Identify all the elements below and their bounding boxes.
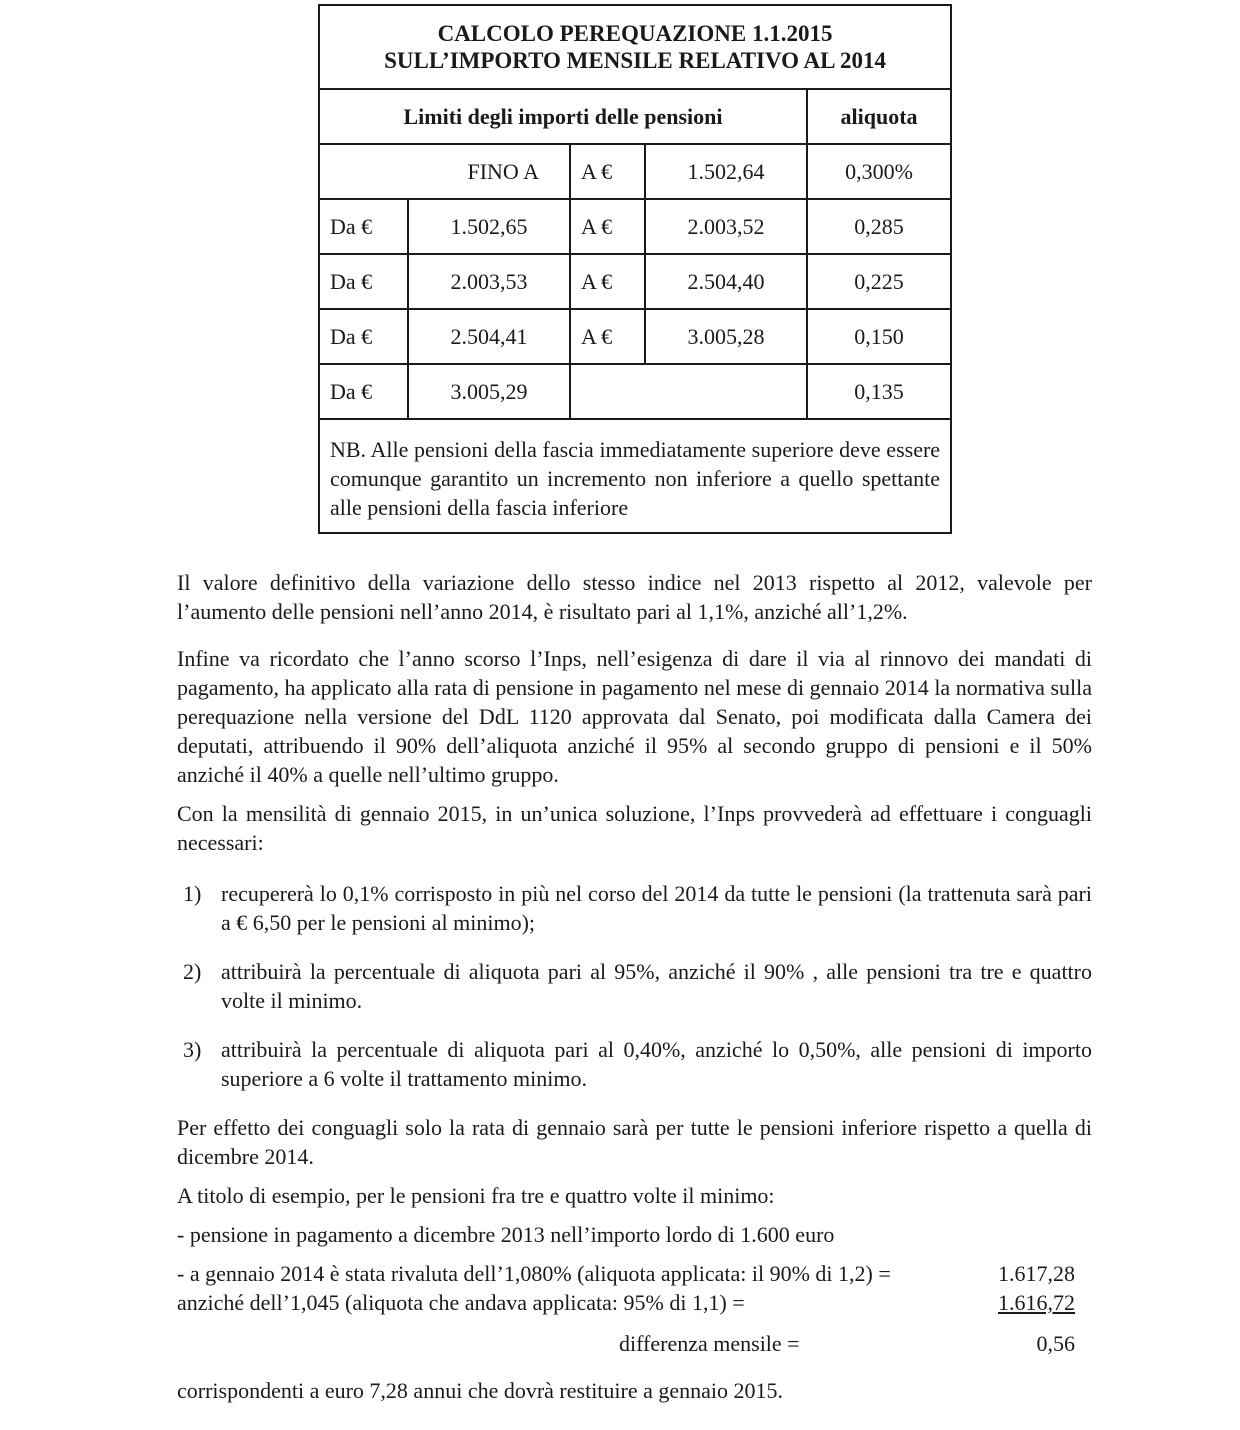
example-calc-row [177, 1288, 1075, 1317]
table-note: NB. Alle pensioni della fascia immediatamente superiore deve essere comunque garantito un incremento non inferiore a quello spettante alle pensioni della fascia inferiore [319, 419, 951, 533]
paragraph: Infine va ricordato che l’anno scorso l’Inps, nell’esigenza di dare il via al rinnovo dei mandati di pagamento, ha applicato alla rata di pensione in pagamento nel mese di gennaio 2014 la normativa sulla perequazione nella versione del DdL 1120 approvata dal Senato, poi modificata dalla Camera dei deputati, attribuendo il 90% dell’aliquota anziché il 95% al secondo gruppo di pensioni e il 50% anziché il 40% a quelle nell’ultimo gruppo. [177, 646, 1092, 787]
cell-from: 3.005,29 [408, 364, 570, 419]
difference-row [177, 1329, 1075, 1358]
cell-to-prefix: A € [570, 199, 645, 254]
cell-from: 2.504,41 [408, 309, 570, 364]
list-item-number: 1) [183, 881, 202, 906]
header-limits: Limiti degli importi delle pensioni [319, 89, 807, 144]
cell-to-prefix: A € [570, 309, 645, 364]
paragraph: A titolo di esempio, per le pensioni fra tre e quattro volte il minimo: [177, 1183, 775, 1208]
cell-from-prefix: Da € [319, 254, 408, 309]
cell-rate: 0,150 [807, 309, 951, 364]
difference-value: 0,56 [1036, 1331, 1075, 1356]
list-item [177, 879, 1092, 937]
cell-rate: 0,300% [807, 144, 951, 199]
table-title-line2: SULL’IMPORTO MENSILE RELATIVO AL 2014 [384, 48, 886, 73]
paragraph: Con la mensilità di gennaio 2015, in un’unica soluzione, l’Inps provvederà ad effettuare i conguagli necessari: [177, 801, 1092, 855]
calc-label: anziché dell’1,045 (aliquota che andava applicata: 95% di 1,1) = [177, 1290, 745, 1315]
list-item [177, 1035, 1092, 1093]
cell-to-prefix: A € [570, 144, 645, 199]
perequazione-table [318, 4, 952, 534]
cell-rate: 0,135 [807, 364, 951, 419]
cell-to-prefix: A € [570, 254, 645, 309]
cell-to: 2.504,40 [645, 254, 807, 309]
document-body [177, 568, 1092, 1415]
table-row [319, 254, 951, 309]
calc-value: 1.616,72 [998, 1290, 1075, 1315]
example-calc-row [177, 1259, 1075, 1288]
paragraph: Per effetto dei conguagli solo la rata di gennaio sarà per tutte le pensioni inferiore rispetto a quella di dicembre 2014. [177, 1115, 1092, 1169]
calc-label: - a gennaio 2014 è stata rivaluta dell’1,080% (aliquota applicata: il 90% di 1,2) = [177, 1261, 891, 1286]
cell-to: 2.003,52 [645, 199, 807, 254]
cell-from-prefix: Da € [319, 309, 408, 364]
cell-to: 3.005,28 [645, 309, 807, 364]
table-title [319, 5, 951, 89]
header-rate: aliquota [807, 89, 951, 144]
list-item [177, 957, 1092, 1015]
cell-empty [570, 364, 807, 419]
table-row [319, 199, 951, 254]
example-line: - pensione in pagamento a dicembre 2013 nell’importo lordo di 1.600 euro [177, 1222, 835, 1247]
list-item-number: 3) [183, 1037, 202, 1062]
table-row [319, 144, 951, 199]
list-item-text: recupererà lo 0,1% corrisposto in più nel corso del 2014 da tutte le pensioni (la trattenuta sarà pari a € 6,50 per le pensioni al minimo); [221, 881, 1092, 935]
list-item-text: attribuirà la percentuale di aliquota pari al 0,40%, anziché lo 0,50%, alle pensioni di importo superiore a 6 volte il trattamento minimo. [221, 1037, 1092, 1091]
table-row [319, 364, 951, 419]
cell-from: 1.502,65 [408, 199, 570, 254]
cell-from: 2.003,53 [408, 254, 570, 309]
table-row [319, 309, 951, 364]
cell-to: 1.502,64 [645, 144, 807, 199]
cell-from-prefix: Da € [319, 199, 408, 254]
cell-rate: 0,285 [807, 199, 951, 254]
cell-rate: 0,225 [807, 254, 951, 309]
list-item-text: attribuirà la percentuale di aliquota pari al 95%, anziché il 90% , alle pensioni tra tre e quattro volte il minimo. [221, 959, 1092, 1013]
closing-line: corrispondenti a euro 7,28 annui che dovrà restituire a gennaio 2015. [177, 1378, 784, 1403]
paragraph: Il valore definitivo della variazione dello stesso indice nel 2013 rispetto al 2012, valevole per l’aumento delle pensioni nell’anno 2014, è risultato pari al 1,1%, anziché all’1,2%. [177, 570, 1092, 624]
table-title-line1: CALCOLO PEREQUAZIONE 1.1.2015 [437, 21, 833, 46]
difference-label: differenza mensile = [619, 1331, 800, 1356]
list-item-number: 2) [183, 959, 202, 984]
calc-value: 1.617,28 [998, 1261, 1075, 1286]
cell-fino-a: FINO A [319, 144, 570, 199]
cell-from-prefix: Da € [319, 364, 408, 419]
